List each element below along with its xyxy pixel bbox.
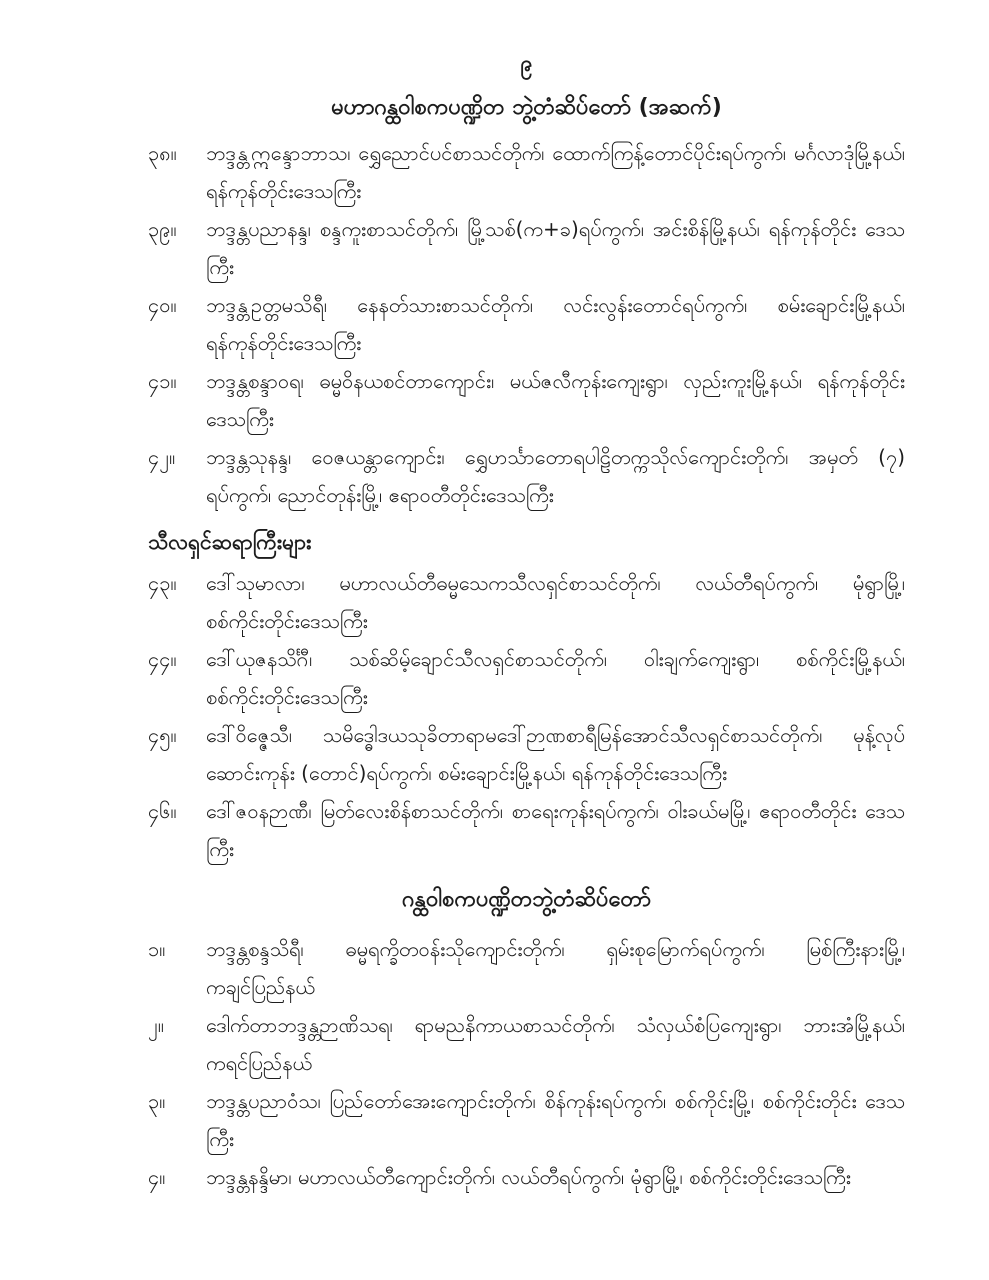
list-item <box>148 716 905 792</box>
subheading-thilashin-teachers: သီလရှင်ဆရာကြီးများ <box>148 530 312 554</box>
list-gantha-monks <box>148 930 905 1196</box>
item-number: ၄၀။ <box>148 293 177 317</box>
list-maha-gantha-monks <box>148 134 905 514</box>
item-number: ၄၂။ <box>148 445 176 469</box>
item-text: ဘဒ္ဒန္တနန္ဒိမာ၊ မဟာလယ်တီကျောင်းတိုက်၊ လယ်တီရပ်ကွက်၊ မုံရွာမြို့၊ စစ်ကိုင်းတိုင်းဒေသကြီး <box>206 1165 851 1189</box>
item-text: ဒေါ်ဇဝနဉာဏီ၊ မြတ်လေးစိန်စာသင်တိုက်၊ စာရေးကုန်းရပ်ကွက်၊ ဝါးခယ်မမြို့၊ ဧရာဝတီတိုင်း ဒေသကြီး <box>206 799 905 861</box>
item-text: ဘဒ္ဒန္တစန္ဒသိရီ၊ ဓမ္မရက္ခိတဝန်းသိုကျောင်းတိုက်၊ ရှမ်းစုမြောက်ရပ်ကွက်၊ မြစ်ကြီးနားမြို့၊ ကချင်ပြည်နယ် <box>206 937 905 999</box>
item-text: ဘဒ္ဒန္တစန္ဒာဝရ၊ ဓမ္မဝိနယစင်တာကျောင်း၊ မယ်ဇလီကုန်းကျေးရွာ၊ လှည်းကူးမြို့နယ်၊ ရန်ကုန်တိုင်း ဒေသကြီး <box>206 369 905 431</box>
section-heading-maha-gantha: မဟာဂန္ထဝါစကပဏ္ဍိတ ဘွဲ့တံဆိပ်တော် (အဆက်) <box>331 95 722 120</box>
list-item <box>148 930 905 1006</box>
item-number: ၃၈။ <box>148 141 177 165</box>
page-number: ၉ <box>520 51 533 75</box>
item-number: ၂။ <box>148 1013 164 1037</box>
list-item <box>148 792 905 868</box>
item-number: ၃။ <box>148 1089 166 1113</box>
list-item <box>148 286 905 362</box>
list-item <box>148 210 905 286</box>
item-text: ဒေါ်သုမာလာ၊ မဟာလယ်တီဓမ္မသေကသီလရှင်စာသင်တိုက်၊ လယ်တီရပ်ကွက်၊ မုံရွာမြို့၊ စစ်ကိုင်းတိုင်းဒေသကြီး <box>206 571 905 633</box>
list-thilashin-teachers <box>148 564 905 868</box>
item-text: ဘဒ္ဒန္တပညာဝံသ၊ ပြည်တော်အေးကျောင်းတိုက်၊ စိန်ကုန်းရပ်ကွက်၊ စစ်ကိုင်းမြို့၊ စစ်ကိုင်းတိုင်း ဒေသကြီး <box>206 1089 905 1151</box>
item-text: ဘဒ္ဒန္တသုနန္ဒ၊ ဝေဇယန္တာကျောင်း၊ ရွှေဟင်္သာတောရပါဠိတက္ကသိုလ်ကျောင်းတိုက်၊ အမှတ် (၇) ရပ်ကွက်၊ ညောင်တုန်းမြို့၊ ဧရာဝတီတိုင်းဒေသကြီး <box>206 445 905 507</box>
list-item <box>148 1158 905 1196</box>
item-text: ဒေါ်ဝိဇ္ဇေသီ၊ သမိဒ္ဓေါဒယသုခိတာရာမဒေါ်ဉာဏစာရီမြန်အောင်သီလရှင်စာသင်တိုက်၊ မုန့်လုပ်ဆောင်းကုန်း (တောင်)ရပ်ကွက်၊ စမ်းချောင်းမြို့နယ်၊ ရန်ကုန်တိုင်းဒေသကြီး <box>206 723 905 785</box>
item-number: ၄၆။ <box>148 799 177 823</box>
list-item <box>148 134 905 210</box>
list-item <box>148 564 905 640</box>
item-number: ၄၅။ <box>148 723 177 747</box>
item-text: ဘဒ္ဒန္တပညာနန္ဒ၊ စန္ဒကူးစာသင်တိုက်၊ မြို့သစ်(က+ခ)ရပ်ကွက်၊ အင်းစိန်မြို့နယ်၊ ရန်ကုန်တိုင်း ဒေသကြီး <box>206 217 905 279</box>
list-item <box>148 362 905 438</box>
item-number: ၁။ <box>148 937 166 961</box>
item-number: ၄။ <box>148 1165 166 1189</box>
section-heading-gantha: ဂန္ထဝါစကပဏ္ဍိတဘွဲ့တံဆိပ်တော် <box>402 887 651 912</box>
list-item <box>148 1006 905 1082</box>
item-text: ဒေါ်ယုဇနသိင်္ဂီ၊ သစ်ဆိမ့်ချောင်သီလရှင်စာသင်တိုက်၊ ဝါးချက်ကျေးရွာ၊ စစ်ကိုင်းမြို့နယ်၊ စစ်ကိုင်းတိုင်းဒေသကြီး <box>206 647 905 709</box>
list-item <box>148 640 905 716</box>
item-text: ဘဒ္ဒန္တဥတ္တမသိရီ၊ နေနတ်သားစာသင်တိုက်၊ လင်းလွန်းတောင်ရပ်ကွက်၊ စမ်းချောင်းမြို့နယ်၊ ရန်ကုန်တိုင်းဒေသကြီး <box>206 293 905 355</box>
item-number: ၄၃။ <box>148 571 177 595</box>
item-text: ဘဒ္ဒန္တဣန္ဒောဘာသ၊ ရွှေညောင်ပင်စာသင်တိုက်၊ ထောက်ကြန့်တောင်ပိုင်းရပ်ကွက်၊ မင်္ဂလာဒုံမြို့နယ်၊ ရန်ကုန်တိုင်းဒေသကြီး <box>206 141 905 203</box>
item-text: ဒေါက်တာဘဒ္ဒန္တဉာဏိသရ၊ ရာမညနိကာယစာသင်တိုက်၊ သံလှယ်စံပြကျေးရွာ၊ ဘားအံမြို့နယ်၊ ကရင်ပြည်နယ် <box>206 1013 905 1075</box>
item-number: ၃၉။ <box>148 217 177 241</box>
item-number: ၄၄။ <box>148 647 177 671</box>
item-number: ၄၁။ <box>148 369 177 393</box>
list-item <box>148 438 905 514</box>
list-item <box>148 1082 905 1158</box>
